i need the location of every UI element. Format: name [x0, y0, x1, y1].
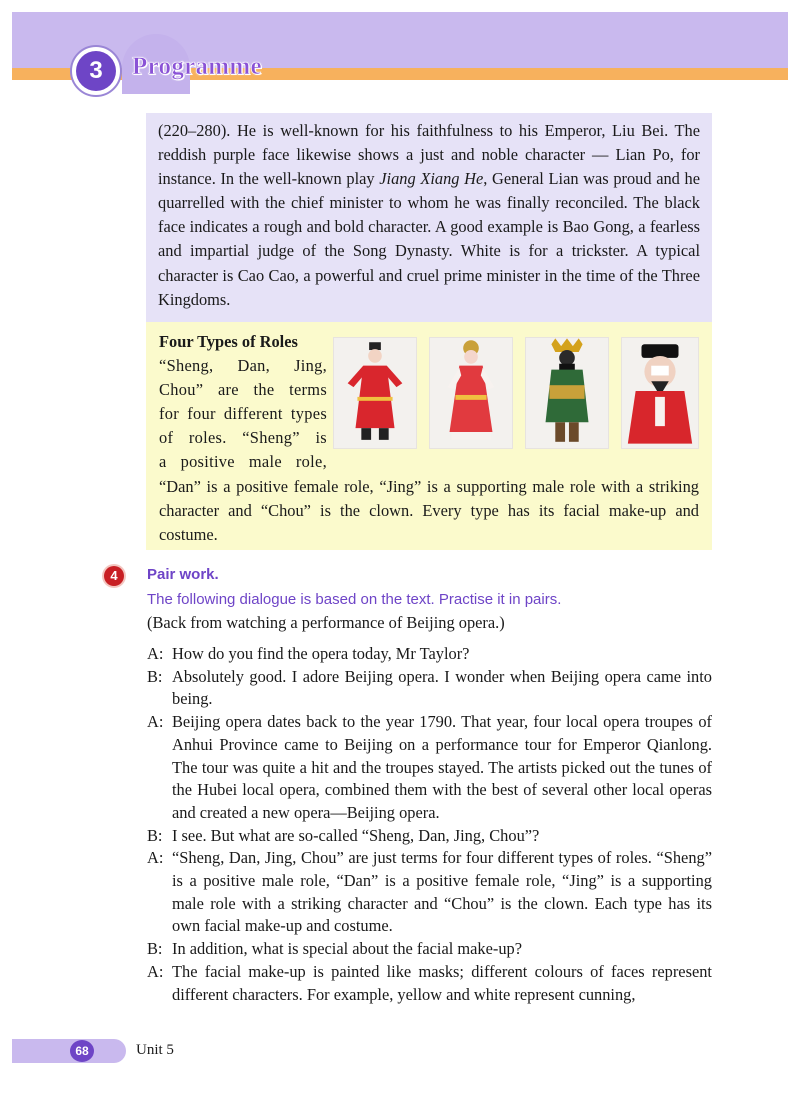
- dan-role-photo: [429, 337, 513, 449]
- speaker-label: B:: [147, 666, 163, 686]
- dialogue-line: [147, 666, 712, 711]
- utterance: Beijing opera dates back to the year 1790. That year, four local opera troupes of Anhui Province came to Beijing on a performance tour for Emperor Qianlong. The tour was quite a hit and the troupes stayed. The artists picked out the tunes of the Hubei local opera, combined them with the best of several other local operas and created a new opera—Beijing opera.: [172, 712, 712, 822]
- dialogue-line: [147, 711, 712, 825]
- passage-text-start: (220–280). He is well-known for his faithfulness to his Emperor, Liu Bei. The reddish purple face likewise shows a just and noble character — Lian Po, for instance. In the well-known play: [158, 121, 700, 189]
- jing-role-photo: [525, 337, 609, 449]
- speaker-label: B:: [147, 825, 163, 845]
- play-title: Jiang Xiang He: [379, 169, 484, 189]
- dialogue-line: [147, 847, 712, 938]
- roles-line: of roles. “Sheng” is: [159, 428, 327, 448]
- utterance: The facial make-up is painted like masks; different colours of faces represent different characters. For example, yellow and white represent cunning,: [172, 961, 712, 1004]
- exercise-number-badge: 4: [104, 566, 124, 586]
- speaker-label: A:: [147, 961, 164, 981]
- utterance: “Sheng, Dan, Jing, Chou” are just terms for four different types of roles. “Sheng” is a positive male role, “Dan” is a positive female role, “Jing” is a supporting male role with a striking character and “Chou” is the clown. Each type has its own facial make-up and costume.: [172, 848, 712, 936]
- sheng-role-photo: [333, 337, 417, 449]
- section-title: Programme: [132, 53, 262, 80]
- dialogue-context: (Back from watching a performance of Beijing opera.): [147, 613, 505, 632]
- dialogue-line: [147, 961, 712, 1006]
- chou-role-photo: [621, 337, 699, 449]
- roles-line: for four different types: [159, 404, 327, 424]
- exercise-instruction: The following dialogue is based on the text. Practise it in pairs.: [147, 591, 562, 608]
- speaker-label: A:: [147, 848, 164, 868]
- roles-line: Chou” are the terms: [159, 380, 327, 400]
- utterance: How do you find the opera today, Mr Taylor?: [172, 644, 470, 663]
- dialogue: [147, 643, 712, 1006]
- section-number-badge: 3: [76, 51, 116, 91]
- roles-line: a positive male role,: [159, 452, 327, 472]
- speaker-label: A:: [147, 712, 164, 732]
- dialogue-line: [147, 643, 712, 666]
- roles-title: Four Types of Roles: [159, 332, 298, 351]
- dialogue-line: [147, 825, 712, 848]
- passage-text-end: , General Lian was proud and he quarrelled with the chief minister to whom he was finally reconciled. The black face indicates a rough and bold character. A good example is Bao Gong, a fearless and impartial judge of the Song Dynasty. White is for a trickster. A typical character is Cao Cao, a powerful and cruel prime minister in the time of the Three Kingdoms.: [158, 169, 700, 309]
- exercise-title: Pair work.: [147, 566, 219, 583]
- reading-passage: [146, 113, 712, 322]
- utterance: Absolutely good. I adore Beijing opera. I wonder when Beijing opera came into being.: [172, 666, 712, 709]
- speaker-label: A:: [147, 644, 164, 663]
- footer-bar: [12, 1039, 126, 1063]
- roles-full-text: “Dan” is a positive female role, “Jing” is a supporting male role with a striking character and “Chou” is the clown. Every type has its facial make-up and costume.: [159, 476, 699, 544]
- roles-line: “Sheng, Dan, Jing,: [159, 356, 327, 376]
- page-number: 68: [70, 1040, 94, 1062]
- utterance: In addition, what is special about the facial make-up?: [172, 939, 522, 959]
- utterance: I see. But what are so-called “Sheng, Dan, Jing, Chou”?: [172, 825, 540, 845]
- dialogue-line: [147, 938, 712, 961]
- unit-label: Unit 5: [136, 1042, 174, 1058]
- speaker-label: B:: [147, 939, 163, 959]
- roles-narrow-text: [159, 354, 327, 474]
